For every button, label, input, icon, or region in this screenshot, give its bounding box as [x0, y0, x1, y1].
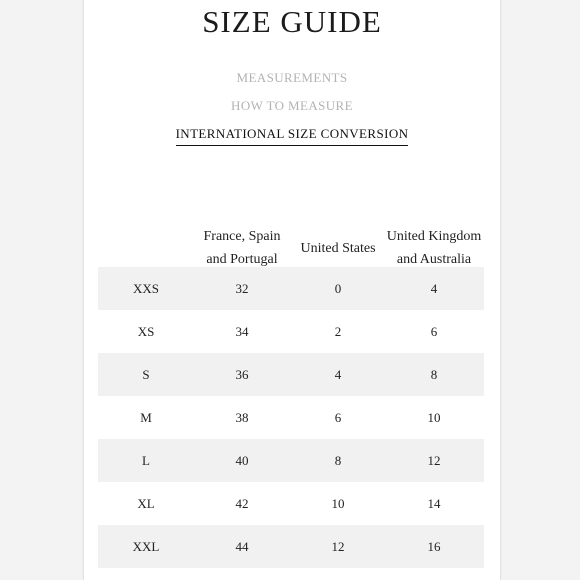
- table-row: [98, 267, 484, 310]
- us-cell: 2: [334, 323, 342, 339]
- size-cell: S: [142, 366, 150, 382]
- eu-cell: 32: [235, 280, 249, 296]
- size-cell: XS: [137, 323, 155, 339]
- tab-how-to-measure[interactable]: [84, 98, 500, 114]
- header-united-states: United States: [300, 240, 376, 256]
- tab-how-to-measure-label: HOW TO MEASURE: [231, 98, 353, 113]
- uk-cell: 12: [427, 452, 441, 468]
- tab-measurements-label: MEASUREMENTS: [236, 70, 348, 85]
- table-row: [98, 525, 484, 568]
- tab-international-label: INTERNATIONAL SIZE CONVERSION: [176, 126, 409, 146]
- page-title: SIZE GUIDE: [202, 4, 382, 39]
- table-row: [98, 396, 484, 439]
- eu-cell: 42: [235, 495, 249, 511]
- uk-cell: 6: [430, 323, 438, 339]
- size-guide-panel: [83, 0, 501, 580]
- eu-cell: 36: [235, 366, 249, 382]
- header-uk-australia: United Kingdom and Australia: [386, 229, 482, 267]
- eu-cell: 40: [235, 452, 249, 468]
- size-cell: XXL: [132, 538, 160, 554]
- size-cell: XL: [137, 495, 155, 511]
- uk-cell: 14: [427, 495, 441, 511]
- us-cell: 12: [331, 538, 345, 554]
- us-cell: 0: [334, 280, 342, 296]
- us-cell: 6: [334, 409, 342, 425]
- header-france-spain-portugal: France, Spain and Portugal: [203, 229, 281, 267]
- size-cell: L: [142, 452, 150, 468]
- uk-cell: 10: [427, 409, 441, 425]
- us-cell: 10: [331, 495, 345, 511]
- size-table[interactable]: [98, 280, 484, 556]
- size-cell: XXS: [132, 280, 159, 296]
- eu-cell: 44: [235, 538, 249, 554]
- size-cell: M: [140, 409, 152, 425]
- tab-measurements[interactable]: [84, 70, 500, 86]
- tab-international-size-conversion[interactable]: [84, 126, 500, 142]
- table-row: [98, 353, 484, 396]
- us-cell: 8: [334, 452, 342, 468]
- us-cell: 4: [334, 366, 342, 382]
- eu-cell: 38: [235, 409, 249, 425]
- eu-cell: 34: [235, 323, 249, 339]
- table-row: [98, 482, 484, 525]
- uk-cell: 8: [430, 366, 438, 382]
- uk-cell: 4: [430, 280, 438, 296]
- table-row: [98, 310, 484, 353]
- table-row: [98, 439, 484, 482]
- uk-cell: 16: [427, 538, 441, 554]
